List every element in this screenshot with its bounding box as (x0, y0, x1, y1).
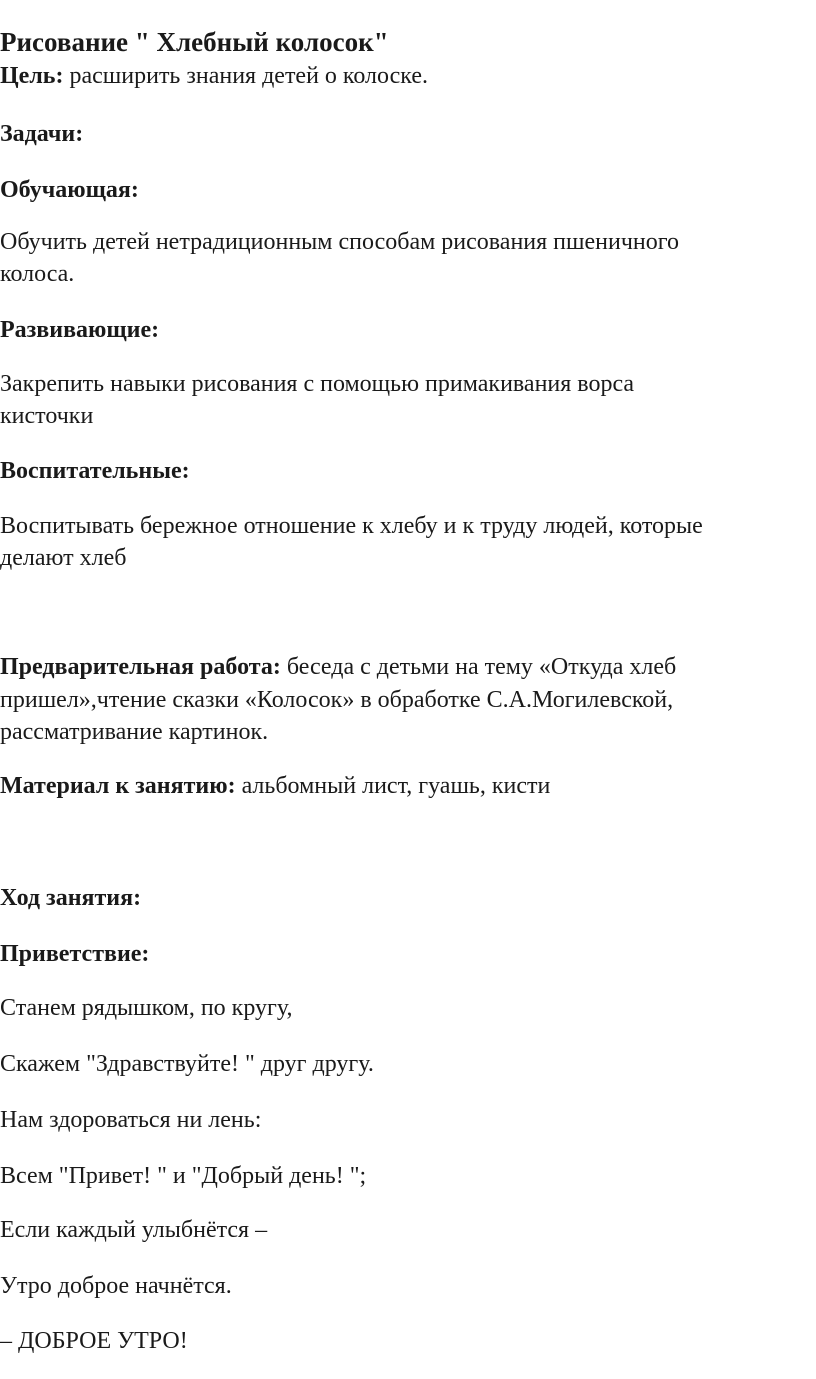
developing-text-line: Закрепить навыки рисования с помощью примакивания ворса (0, 371, 635, 397)
educational-text-line: делают хлеб (0, 545, 127, 571)
tasks-heading: Задачи: (0, 121, 84, 147)
poem-line: Нам здороваться ни лень: (0, 1107, 262, 1133)
poem-line: Утро доброе начнётся. (0, 1273, 232, 1299)
teaching-text-line: Обучить детей нетрадиционным способам рисования пшеничного (0, 229, 680, 255)
goal-paragraph (0, 60, 428, 92)
preliminary-text-line: пришел»,чтение сказки «Колосок» в обработке С.А.Могилевской, (0, 687, 674, 713)
material-paragraph (0, 770, 550, 802)
poem-line: Всем "Привет! " и "Добрый день! "; (0, 1163, 367, 1189)
poem-line: Скажем "Здравствуйте! " друг другу. (0, 1051, 374, 1077)
material-label: Материал к занятию: (0, 773, 236, 799)
goal-text: расширить знания детей о колоске. (63, 63, 428, 89)
developing-text-line: кисточки (0, 403, 94, 429)
goal-label: Цель: (0, 63, 64, 89)
preliminary-text-line: рассматривание картинок. (0, 719, 269, 745)
document-title: Рисование " Хлебный колосок" (0, 27, 389, 57)
poem-line: Станем рядышком, по кругу, (0, 995, 293, 1021)
preliminary-paragraph (0, 651, 676, 683)
developing-heading: Развивающие: (0, 317, 160, 343)
educational-text-line: Воспитывать бережное отношение к хлебу и к труду людей, которые (0, 513, 703, 539)
educational-heading: Воспитательные: (0, 458, 190, 484)
lesson-heading: Ход занятия: (0, 885, 142, 911)
teaching-heading: Обучающая: (0, 177, 139, 203)
poem-line: – ДОБРОЕ УТРО! (0, 1328, 188, 1354)
poem-line: Если каждый улыбнётся – (0, 1217, 268, 1243)
teaching-text-line: колоса. (0, 261, 75, 287)
preliminary-text: беседа с детьми на тему «Откуда хлеб (280, 654, 677, 680)
preliminary-label: Предварительная работа: (0, 654, 281, 680)
greeting-heading: Приветствие: (0, 941, 150, 967)
material-text: альбомный лист, гуашь, кисти (235, 773, 551, 799)
